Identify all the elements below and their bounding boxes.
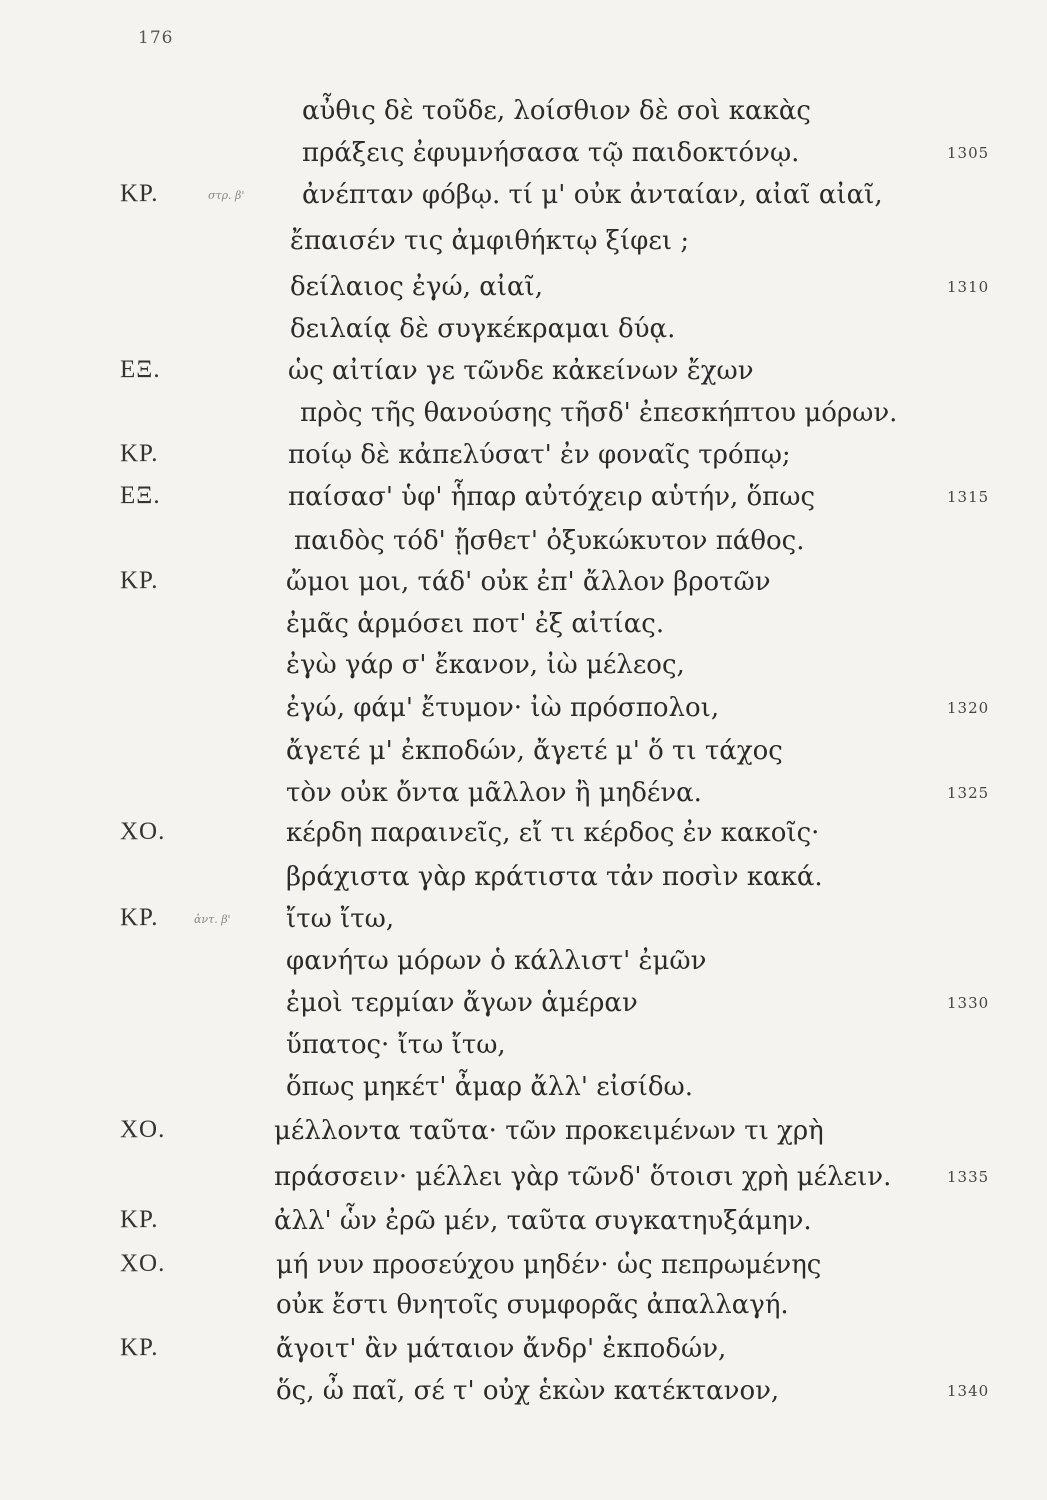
verse-text: ἐγὼ γάρ σ' ἔκανον, ἰὼ μέλεος, bbox=[286, 650, 685, 680]
verse-text: βράχιστα γὰρ κράτιστα τἀν ποσὶν κακά. bbox=[286, 862, 823, 892]
meter-marker: ἀντ. β' bbox=[194, 913, 231, 926]
verse-line bbox=[0, 138, 1047, 178]
verse-line bbox=[0, 1072, 1047, 1112]
verse-line bbox=[0, 904, 1047, 944]
speaker-label: ΕΞ. bbox=[120, 356, 161, 383]
verse-text: ἀλλ' ὧν ἐρῶ μέν, ταῦτα συγκατηυξάμην. bbox=[274, 1206, 812, 1236]
verse-text: παίσασ' ὑφ' ἧπαρ αὐτόχειρ αὑτήν, ὅπως bbox=[288, 482, 816, 512]
verse-text: ὡς αἰτίαν γε τῶνδε κἀκείνων ἔχων bbox=[288, 356, 754, 386]
verse-text: ὤμοι μοι, τάδ' οὐκ ἐπ' ἄλλον βροτῶν bbox=[286, 567, 771, 597]
verse-line bbox=[0, 440, 1047, 480]
line-number: 1340 bbox=[947, 1382, 990, 1400]
verse-line bbox=[0, 778, 1047, 818]
speaker-label: ΧΟ. bbox=[120, 1250, 166, 1277]
verse-text: παιδὸς τόδ' ᾔσθετ' ὀξυκώκυτον πάθος. bbox=[294, 526, 805, 556]
meter-marker: στρ. β' bbox=[208, 189, 245, 202]
line-number: 1325 bbox=[947, 784, 990, 802]
verse-text: ἐμοὶ τερμίαν ἄγων ἁμέραν bbox=[286, 988, 638, 1018]
verse-text: δειλαίᾳ δὲ συγκέκραμαι δύᾳ. bbox=[290, 314, 676, 344]
speaker-label: ΚΡ. bbox=[120, 440, 159, 467]
verse-text: ὕπατος· ἴτω ἴτω, bbox=[286, 1030, 506, 1060]
verse-text: αὖθις δὲ τοῦδε, λοίσθιον δὲ σοὶ κακὰς bbox=[302, 96, 811, 126]
verse-line bbox=[0, 1162, 1047, 1202]
verse-line bbox=[0, 1376, 1047, 1416]
verse-line bbox=[0, 862, 1047, 902]
line-number: 1310 bbox=[947, 278, 990, 296]
speaker-label: ΕΞ. bbox=[120, 482, 161, 509]
verse-line bbox=[0, 226, 1047, 266]
page-number: 176 bbox=[138, 28, 174, 48]
verse-line bbox=[0, 946, 1047, 986]
verse-line bbox=[0, 482, 1047, 522]
verse-line bbox=[0, 818, 1047, 858]
speaker-label: ΚΡ. bbox=[120, 904, 159, 931]
verse-text: ἐγώ, φάμ' ἔτυμον· ἰὼ πρόσπολοι, bbox=[286, 693, 720, 723]
verse-line bbox=[0, 526, 1047, 566]
line-number: 1315 bbox=[947, 488, 990, 506]
speaker-label: ΧΟ. bbox=[120, 1116, 166, 1143]
verse-line bbox=[0, 180, 1047, 220]
verse-text: μέλλοντα ταῦτα· τῶν προκειμένων τι χρὴ bbox=[274, 1116, 824, 1146]
verse-line bbox=[0, 272, 1047, 312]
verse-line bbox=[0, 567, 1047, 607]
speaker-label: ΚΡ. bbox=[120, 567, 159, 594]
verse-text: οὐκ ἔστι θνητοῖς συμφορᾶς ἀπαλλαγή. bbox=[276, 1290, 789, 1320]
verse-line bbox=[0, 988, 1047, 1028]
verse-line bbox=[0, 650, 1047, 690]
verse-text: φανήτω μόρων ὁ κάλλιστ' ἐμῶν bbox=[286, 946, 707, 976]
verse-text: ἐμᾶς ἁρμόσει ποτ' ἐξ αἰτίας. bbox=[286, 609, 665, 639]
verse-text: πράξεις ἐφυμνήσασα τῷ παιδοκτόνῳ. bbox=[302, 138, 800, 168]
speaker-label: ΚΡ. bbox=[120, 180, 159, 207]
verse-line bbox=[0, 398, 1047, 438]
verse-text: μή νυν προσεύχου μηδέν· ὡς πεπρωμένης bbox=[276, 1250, 822, 1280]
verse-line bbox=[0, 736, 1047, 776]
verse-text: κέρδη παραινεῖς, εἴ τι κέρδος ἐν κακοῖς· bbox=[286, 818, 820, 848]
verse-line bbox=[0, 1030, 1047, 1070]
verse-line bbox=[0, 693, 1047, 733]
line-number: 1330 bbox=[947, 994, 990, 1012]
verse-text: ὅπως μηκέτ' ἆμαρ ἄλλ' εἰσίδω. bbox=[286, 1072, 693, 1102]
verse-line bbox=[0, 314, 1047, 354]
line-number: 1335 bbox=[947, 1168, 990, 1186]
verse-text: τὸν οὐκ ὄντα μᾶλλον ἢ μηδένα. bbox=[286, 778, 702, 808]
verse-line bbox=[0, 96, 1047, 136]
verse-text: ἄγοιτ' ἂν μάταιον ἄνδρ' ἐκποδών, bbox=[276, 1334, 727, 1364]
verse-text: πράσσειν· μέλλει γὰρ τῶνδ' ὅτοισι χρὴ μέλειν. bbox=[274, 1162, 892, 1192]
verse-text: ὅς, ὦ παῖ, σέ τ' οὐχ ἑκὼν κατέκτανον, bbox=[276, 1376, 780, 1406]
verse-line bbox=[0, 1250, 1047, 1290]
speaker-label: ΚΡ. bbox=[120, 1206, 159, 1233]
verse-text: ποίῳ δὲ κἀπελύσατ' ἐν φοναῖς τρόπῳ; bbox=[288, 440, 791, 470]
verse-text: ἀνέπταν φόβῳ. τί μ' οὐκ ἀνταίαν, αἰαῖ αἰαῖ, bbox=[302, 180, 883, 210]
verse-line bbox=[0, 356, 1047, 396]
speaker-label: ΚΡ. bbox=[120, 1334, 159, 1361]
line-number: 1305 bbox=[947, 144, 990, 162]
verse-text: ἴτω ἴτω, bbox=[286, 904, 395, 934]
verse-line bbox=[0, 1334, 1047, 1374]
verse-text: ἄγετέ μ' ἐκποδών, ἄγετέ μ' ὅ τι τάχος bbox=[286, 736, 783, 766]
line-number: 1320 bbox=[947, 699, 990, 717]
verse-line bbox=[0, 1290, 1047, 1330]
verse-text: δείλαιος ἐγώ, αἰαῖ, bbox=[290, 272, 544, 302]
verse-text: ἔπαισέν τις ἀμφιθήκτῳ ξίφει ; bbox=[290, 226, 690, 256]
verse-line bbox=[0, 609, 1047, 649]
verse-line bbox=[0, 1116, 1047, 1156]
verse-line bbox=[0, 1206, 1047, 1246]
verse-text: πρὸς τῆς θανούσης τῆσδ' ἐπεσκήπτου μόρων. bbox=[300, 398, 898, 428]
speaker-label: ΧΟ. bbox=[120, 818, 166, 845]
